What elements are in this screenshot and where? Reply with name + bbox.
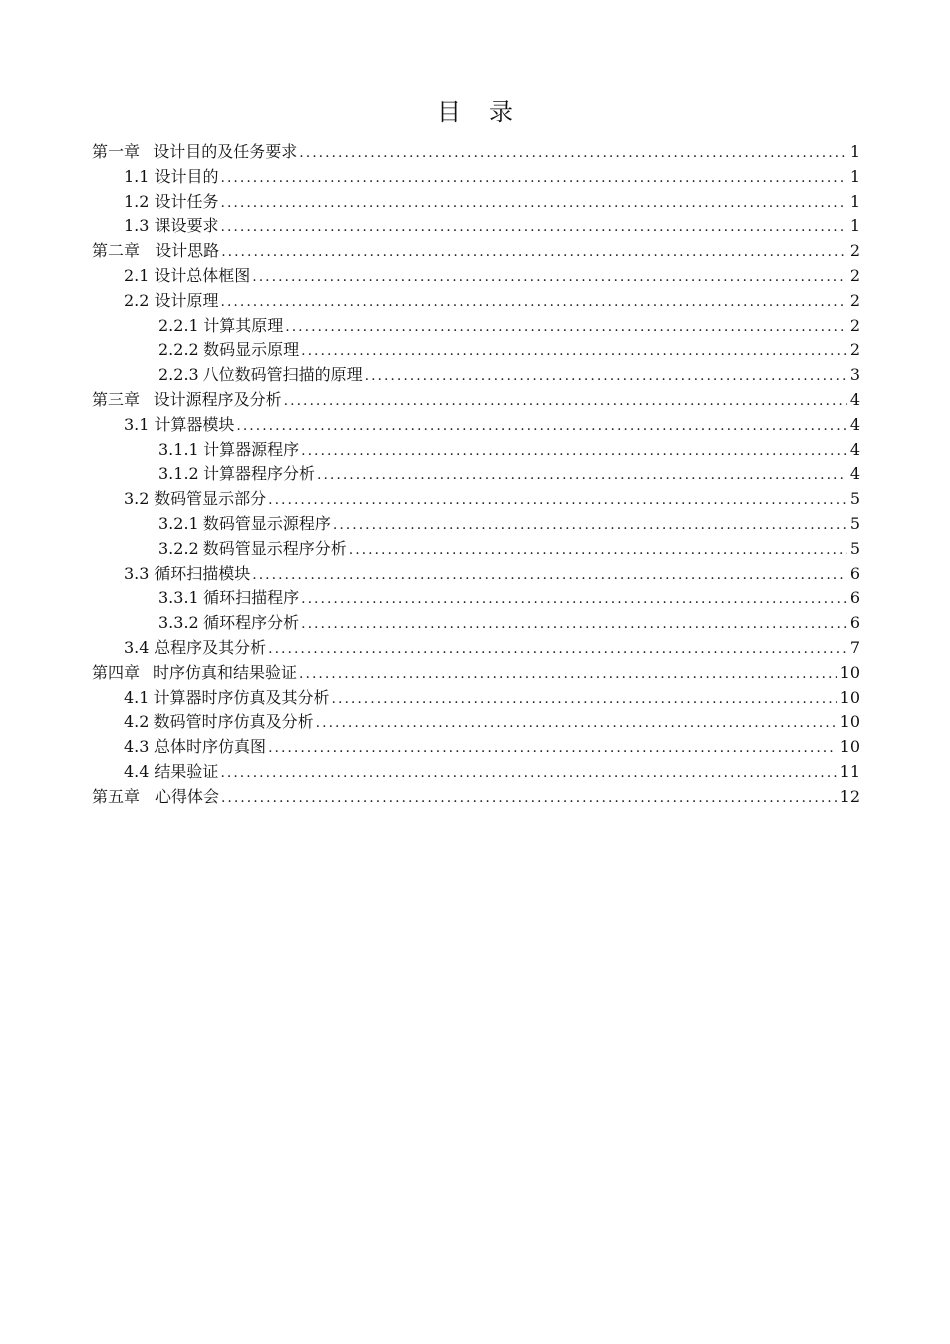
toc-entry[interactable] (92, 537, 860, 562)
toc-entry-number: 3.1.1 (158, 439, 199, 459)
toc-entry-number: 4.2 (124, 712, 150, 732)
toc-entry-title: 计算其原理 (203, 315, 284, 335)
toc-entry-page: 2 (849, 315, 860, 335)
dot-leader (268, 637, 847, 662)
toc-entry-page: 1 (849, 191, 860, 211)
toc-entry-page: 10 (839, 712, 860, 732)
toc-entry[interactable] (92, 413, 860, 438)
toc-entry[interactable] (92, 735, 860, 760)
toc-entry-number: 第五章 (92, 786, 141, 806)
toc-entry-title: 总体时序仿真图 (154, 737, 267, 757)
toc-entry-title: 结果验证 (154, 761, 219, 781)
toc-entry-number: 3.2.2 (158, 538, 199, 558)
toc-entry-page: 4 (849, 464, 860, 484)
toc-entry-title: 八位数码管扫描的原理 (202, 365, 363, 385)
dot-leader (221, 215, 847, 240)
toc-entry-page: 6 (849, 588, 860, 608)
toc-entry[interactable] (92, 363, 860, 388)
toc-entry-page: 7 (849, 637, 860, 657)
toc-entry-number: 2.2 (124, 290, 150, 310)
dot-leader (299, 662, 837, 687)
toc-entry-number: 3.3 (124, 563, 150, 583)
toc-entry[interactable] (92, 562, 860, 587)
dot-leader (236, 414, 846, 439)
toc-entry-title: 时序仿真和结果验证 (153, 662, 298, 682)
dot-leader (333, 513, 847, 538)
toc-entry-page: 6 (849, 613, 860, 633)
toc-entry[interactable] (92, 388, 860, 413)
dot-leader (316, 711, 837, 736)
toc-entry-number: 1.1 (124, 166, 150, 186)
dot-leader (268, 488, 847, 513)
dot-leader (349, 538, 847, 563)
toc-entry-title: 设计目的及任务要求 (153, 142, 298, 161)
toc-entry-title: 数码显示原理 (203, 340, 300, 360)
toc-entry-number: 第二章 (92, 241, 141, 261)
toc-entry-page: 2 (849, 340, 860, 360)
toc-entry-number: 4.3 (124, 737, 150, 757)
toc-entry-title: 循环程序分析 (203, 613, 300, 633)
toc-entry[interactable] (92, 487, 860, 512)
toc-entry[interactable] (92, 661, 860, 686)
toc-entry-page: 4 (849, 389, 860, 409)
toc-entry-number: 第三章 (92, 389, 141, 409)
toc-entry[interactable] (92, 338, 860, 363)
toc-entry-number: 3.4 (124, 637, 150, 657)
toc-entry-title: 计算器程序分析 (203, 464, 316, 484)
dot-leader (252, 265, 847, 290)
toc-entry[interactable] (92, 611, 860, 636)
toc-entry-page: 2 (849, 241, 860, 261)
toc-entry-page: 5 (849, 538, 860, 558)
toc-entry[interactable] (92, 438, 860, 463)
toc-entry-title: 总程序及其分析 (154, 637, 267, 657)
toc-entry-number: 2.2.1 (158, 315, 199, 335)
title-char-2: 录 (489, 98, 513, 126)
toc-entry-page: 12 (839, 786, 860, 806)
page-title (0, 92, 950, 127)
dot-leader (299, 141, 847, 166)
toc-entry-number: 第一章 (92, 142, 141, 161)
table-of-contents (92, 140, 860, 810)
toc-entry-title: 计算器时序仿真及其分析 (153, 687, 330, 707)
toc-entry-title: 循环扫描程序 (203, 588, 300, 608)
toc-entry[interactable] (92, 686, 860, 711)
toc-entry[interactable] (92, 314, 860, 339)
dot-leader (268, 736, 837, 761)
toc-entry-number: 2.2.3 (158, 365, 199, 385)
toc-entry-page: 10 (839, 737, 860, 757)
toc-entry-page: 5 (849, 489, 860, 509)
dot-leader (252, 563, 847, 588)
dot-leader (220, 761, 836, 786)
toc-entry[interactable] (92, 462, 860, 487)
toc-entry-title: 设计总体框图 (154, 265, 251, 285)
toc-entry[interactable] (92, 636, 860, 661)
toc-entry-title: 设计任务 (154, 191, 219, 211)
toc-entry-page: 1 (849, 166, 860, 186)
dot-leader (221, 240, 847, 265)
toc-entry-page: 10 (839, 687, 860, 707)
toc-entry[interactable] (92, 710, 860, 735)
dot-leader (301, 612, 847, 637)
toc-entry[interactable] (92, 190, 860, 215)
toc-entry[interactable] (92, 289, 860, 314)
toc-entry[interactable] (92, 165, 860, 190)
toc-entry-number: 3.3.1 (158, 588, 199, 608)
toc-entry-number: 1.3 (124, 216, 150, 236)
toc-entry-title: 数码管显示程序分析 (202, 538, 347, 558)
toc-entry-page: 5 (849, 513, 860, 533)
toc-entry-page: 10 (839, 662, 860, 682)
dot-leader (221, 786, 837, 811)
toc-entry-page: 4 (849, 414, 860, 434)
toc-entry[interactable] (92, 214, 860, 239)
toc-entry-title: 数码管显示部分 (154, 489, 267, 509)
dot-leader (221, 290, 847, 315)
toc-entry-number: 4.4 (124, 761, 150, 781)
dot-leader (301, 439, 847, 464)
toc-entry-number: 3.2 (124, 489, 150, 509)
toc-entry-title: 心得体会 (154, 786, 219, 806)
toc-entry[interactable] (92, 140, 860, 165)
toc-entry[interactable] (92, 785, 860, 810)
toc-entry-number: 3.3.2 (158, 613, 199, 633)
toc-entry-title: 计算器模块 (154, 414, 235, 434)
toc-entry-page: 2 (849, 290, 860, 310)
dot-leader (221, 191, 847, 216)
toc-entry[interactable] (92, 760, 860, 785)
toc-entry-number: 2.2.2 (158, 340, 199, 360)
toc-entry-title: 计算器源程序 (203, 439, 300, 459)
dot-leader (332, 687, 837, 712)
toc-entry-title: 设计思路 (155, 241, 220, 261)
toc-entry-title: 设计源程序及分析 (153, 389, 282, 409)
dot-leader (365, 364, 847, 389)
dot-leader (221, 166, 847, 191)
toc-entry-title: 课设要求 (154, 216, 219, 236)
toc-entry-page: 4 (849, 439, 860, 459)
dot-leader (301, 339, 847, 364)
toc-entry-number: 2.1 (124, 265, 150, 285)
toc-entry[interactable] (92, 264, 860, 289)
toc-entry-title: 循环扫描模块 (154, 563, 251, 583)
toc-entry-number: 4.1 (124, 687, 150, 707)
toc-entry-number: 3.1.2 (158, 464, 199, 484)
toc-entry[interactable] (92, 586, 860, 611)
dot-leader (284, 389, 847, 414)
toc-entry-title: 设计原理 (154, 290, 219, 310)
toc-entry-number: 1.2 (124, 191, 150, 211)
dot-leader (317, 463, 847, 488)
title-char-1: 目 (437, 98, 461, 126)
toc-entry-page: 6 (849, 563, 860, 583)
toc-entry-title: 设计目的 (154, 166, 219, 186)
toc-entry-page: 11 (839, 761, 860, 781)
toc-entry-page: 1 (849, 142, 860, 161)
toc-entry[interactable] (92, 239, 860, 264)
dot-leader (285, 315, 847, 340)
toc-entry[interactable] (92, 512, 860, 537)
toc-entry-title: 数码管时序仿真及分析 (153, 712, 314, 732)
toc-entry-number: 第四章 (92, 662, 141, 682)
toc-entry-number: 3.1 (124, 414, 150, 434)
toc-entry-title: 数码管显示源程序 (202, 513, 331, 533)
toc-entry-page: 2 (849, 265, 860, 285)
dot-leader (301, 587, 847, 612)
toc-entry-page: 1 (849, 216, 860, 236)
toc-entry-page: 3 (849, 365, 860, 385)
toc-entry-number: 3.2.1 (158, 513, 199, 533)
